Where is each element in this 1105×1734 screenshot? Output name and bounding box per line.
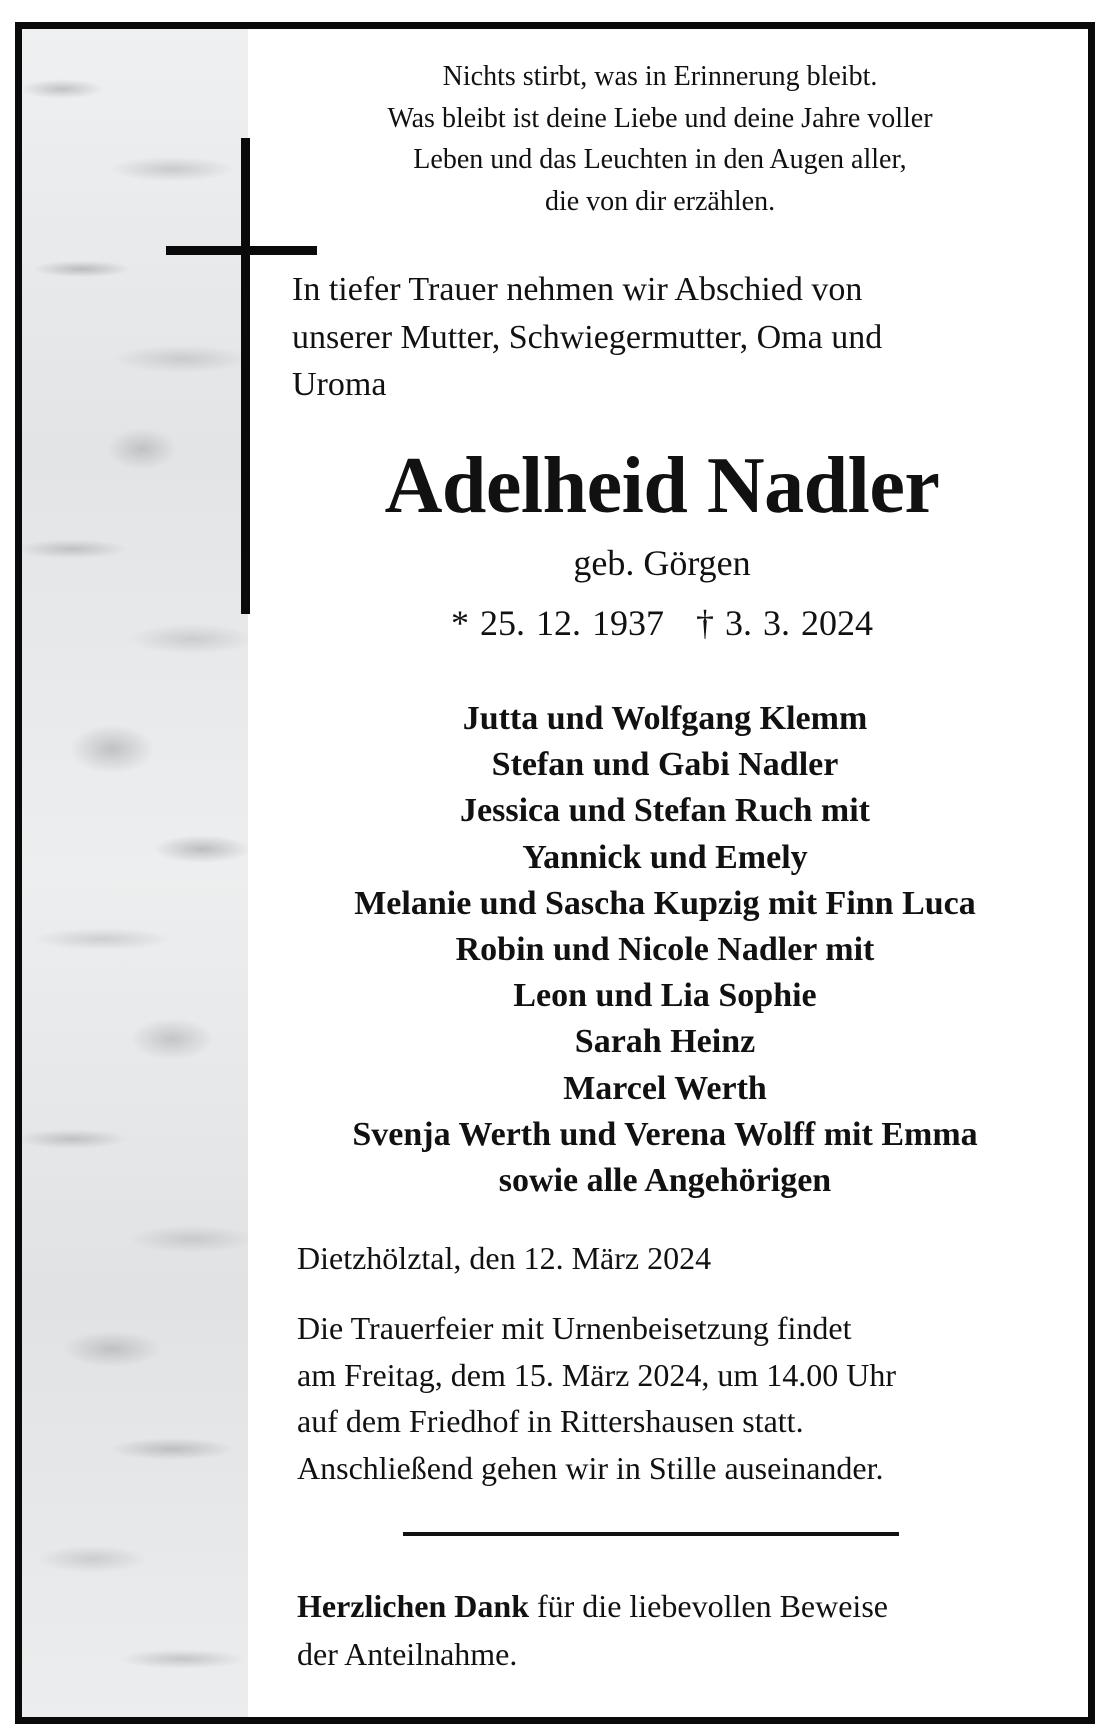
mourner-line: Leon und Lia Sophie <box>513 977 817 1015</box>
mourner-line: Sarah Heinz <box>574 1023 756 1061</box>
birth-name: geb. Görgen <box>573 543 751 583</box>
divider-line <box>403 1532 899 1536</box>
death-dagger-icon: † <box>696 603 714 643</box>
service-line: Die Trauerfeier mit Urnenbeisetzung findet <box>297 1310 852 1346</box>
mourner-line: sowie alle Angehörigen <box>498 1162 832 1200</box>
marble-strip <box>22 29 248 1717</box>
mourner-line: Svenja Werth und Verena Wolff mit Emma <box>352 1115 978 1153</box>
thanks-line2: der Anteilnahme. <box>297 1636 518 1672</box>
mourner-line: Marcel Werth <box>563 1069 767 1107</box>
cross-icon-crossbar <box>166 246 317 255</box>
thanks-text <box>297 1582 1077 1678</box>
poem-line: Leben und das Leuchten in den Augen aller, <box>413 144 907 175</box>
service-line: Anschließend gehen wir in Stille auseinander. <box>297 1449 884 1486</box>
life-dates <box>292 600 1032 646</box>
mourner-line: Stefan und Gabi Nadler <box>491 746 839 784</box>
intro-line: Uroma <box>292 366 387 403</box>
poem-line: Nichts stirbt, was in Erinnerung bleibt. <box>442 61 878 92</box>
intro-line: In tiefer Trauer nehmen wir Abschied von <box>292 271 863 308</box>
mourner-line: Robin und Nicole Nadler mit <box>455 931 875 969</box>
poem <box>270 56 1050 222</box>
mourners-list <box>270 696 1060 1204</box>
cross-icon <box>241 138 250 614</box>
service-line: am Freitag, dem 15. März 2024, um 14.00 Uhr <box>297 1356 896 1393</box>
birth-star-icon: * <box>451 603 469 643</box>
mourner-line: Yannick und Emely <box>522 838 808 876</box>
mourner-line: Jessica und Stefan Ruch mit <box>460 792 870 830</box>
place-date: Dietzhölztal, den 12. März 2024 <box>297 1240 712 1276</box>
thanks-bold: Herzlichen Dank <box>297 1588 529 1624</box>
intro-line: unserer Mutter, Schwiegermutter, Oma und <box>292 318 883 356</box>
death-date: 3. 3. 2024 <box>725 603 873 643</box>
service-line: auf dem Friedhof in Rittershausen statt. <box>297 1403 804 1439</box>
service-info <box>297 1305 1087 1491</box>
deceased-name: Adelheid Nadler <box>384 442 940 530</box>
mourner-line: Melanie und Sascha Kupzig mit Finn Luca <box>354 884 976 922</box>
poem-line: Was bleibt ist deine Liebe und deine Jahre voller <box>387 102 933 134</box>
birth-date: 25. 12. 1937 <box>480 603 664 643</box>
intro-text <box>292 266 1052 409</box>
thanks-rest: für die liebevollen Beweise <box>528 1588 888 1624</box>
poem-line: die von dir erzählen. <box>544 185 776 217</box>
mourner-line: Jutta und Wolfgang Klemm <box>462 700 868 737</box>
